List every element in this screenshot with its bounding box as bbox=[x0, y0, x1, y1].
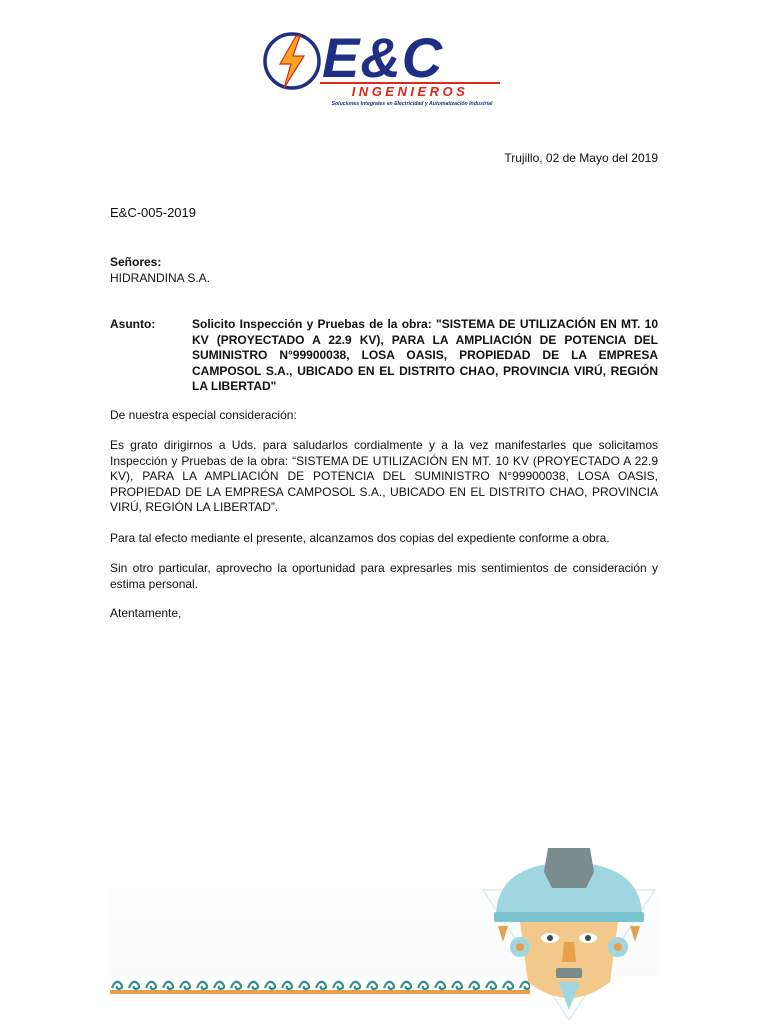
signoff: Atentamente, bbox=[110, 606, 182, 620]
company-logo bbox=[262, 26, 506, 114]
logo-tagline: Soluciones Integrales en Electricidad y Automatización Industrial bbox=[331, 101, 493, 107]
wave-pattern-band bbox=[110, 975, 530, 997]
logo-subtitle: INGENIEROS bbox=[320, 82, 500, 100]
letter-date: Trujillo, 02 de Mayo del 2019 bbox=[504, 151, 658, 165]
recipient-name: HIDRANDINA S.A. bbox=[110, 271, 211, 285]
lightning-bolt-icon bbox=[265, 34, 319, 88]
logo-brand-text: E&C bbox=[322, 26, 444, 89]
body-paragraph: Es grato dirigirnos a Uds. para saludarlos cordialmente y a la vez manifestarles que solicitamos Inspección y Pruebas de la obra: “SISTEMA DE UTILIZACIÓN EN MT. 10 KV (PROYECTADO A 22.9 KV), PARA LA AMPLIACIÓN DE POTENCIA DEL SUMINISTRO N°99900038, LOSA OASIS, PROPIEDAD DE LA EMPRESA CAMPOSOL S.A., UBICADO EN EL DISTRITO CHAO, PROVINCIA VIRÚ, REGIÓN LA LIBERTAD”. bbox=[110, 438, 658, 514]
subject-label: Asunto: bbox=[110, 317, 156, 331]
closing-paragraph: Sin otro particular, aprovecho la oportunidad para expresarles mis sentimientos de consideración y estima personal. bbox=[110, 561, 658, 591]
subject-text: Solicito Inspección y Pruebas de la obra: "SISTEMA DE UTILIZACIÓN EN MT. 10 KV (PROYECTADO A 22.9 KV), PARA LA AMPLIACIÓN DE POTENCIA DEL SUMINISTRO N°99900038, LOSA OASIS, PROPIEDAD DE LA EMPRESA CAMPOSOL S.A., UBICADO EN EL DISTRITO CHAO, PROVINCIA VIRÚ, REGIÓN LA LIBERTAD" bbox=[192, 317, 658, 393]
document-reference: E&C-005-2019 bbox=[110, 205, 196, 220]
recipient-title: Señores: bbox=[110, 255, 162, 269]
greeting-paragraph: De nuestra especial consideración: bbox=[110, 408, 297, 422]
andean-mask-icon bbox=[478, 842, 660, 1024]
copies-paragraph: Para tal efecto mediante el presente, alcanzamos dos copias del expediente conforme a obra. bbox=[110, 531, 610, 545]
